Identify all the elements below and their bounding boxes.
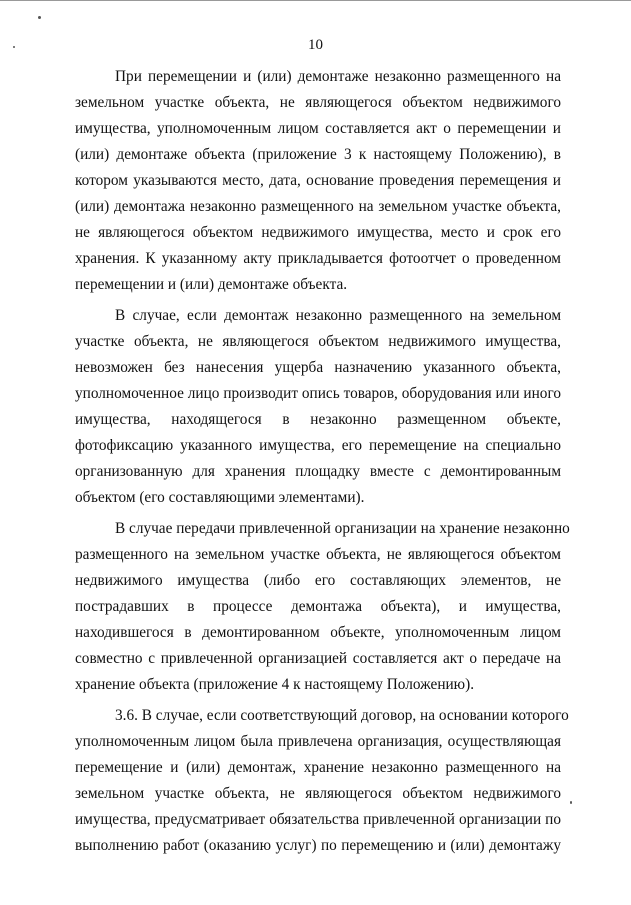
text-line: (или) демонтажа незаконно размещенного на земельном участке объекта, [75, 198, 561, 215]
document-body [75, 64, 570, 859]
scan-edge-line [0, 0, 631, 1]
text-line: При перемещении и (или) демонтаже незаконно размещенного на [115, 68, 561, 85]
paragraph [75, 516, 570, 698]
scan-dot [38, 16, 41, 19]
text-line: находившегося в демонтированном объекте, уполномоченным лицом [75, 624, 561, 641]
text-line: имущества, предусматривает обязательства привлеченной организации по [75, 811, 561, 828]
text-line: 3.6. В случае, если соответствующий договор, на основании которого [115, 707, 569, 724]
text-line: В случае, если демонтаж незаконно размещенного на земельном [115, 307, 561, 324]
text-line: В случае передачи привлеченной организации на хранение незаконно [115, 520, 570, 537]
text-line: не являющегося объектом недвижимого имущества, место и срок его [75, 224, 561, 241]
text-line: пострадавших в процессе демонтажа объекта), и имущества, [75, 598, 561, 615]
text-line: совместно с привлеченной организацией составляется акт о передаче на [75, 650, 561, 667]
text-line: объектом (его составляющими элементами). [75, 489, 365, 506]
text-line: котором указываются место, дата, основание проведения перемещения и [75, 172, 561, 189]
text-line: выполнению работ (оказанию услуг) по перемещению и (или) демонтажу [75, 837, 561, 854]
paragraph [75, 303, 561, 511]
text-line: недвижимого имущества (либо его составляющих элементов, не [75, 572, 561, 589]
page-number: 10 [308, 37, 323, 53]
text-line: хранение объекта (приложение 4 к настоящему Положению). [75, 676, 475, 693]
text-line: земельном участке объекта, не являющегося объектом недвижимого [75, 94, 561, 111]
text-line: организованную для хранения площадку вместе с демонтированным [75, 463, 561, 480]
text-line: перемещении и (или) демонтаже объекта. [75, 276, 348, 293]
text-line: перемещение и (или) демонтаж, хранение незаконно размещенного на [75, 759, 561, 776]
text-line: участке объекта, не являющегося объектом недвижимого имущества, [75, 333, 561, 350]
paragraph [75, 703, 569, 859]
text-line: фотофиксацию указанного имущества, его перемещение на специально [75, 437, 561, 454]
text-line: уполномоченное лицо производит опись товаров, оборудования или иного [75, 385, 561, 402]
text-line: имущества, находящегося в незаконно размещенном объекте, [75, 411, 561, 428]
text-line: хранения. К указанному акту прикладывается фотоотчет о проведенном [75, 250, 561, 267]
text-line: земельном участке объекта, не являющегося объектом недвижимого [75, 785, 561, 802]
text-line: невозможен без нанесения ущерба назначению указанного объекта, [75, 359, 561, 376]
scan-dot [570, 801, 572, 804]
paragraph [75, 64, 561, 298]
text-line: размещенного на земельном участке объекта, не являющегося объектом [75, 546, 561, 563]
text-line: имущества, уполномоченным лицом составляется акт о перемещении и [75, 120, 561, 137]
text-line: (или) демонтаже объекта (приложение 3 к настоящему Положению), в [75, 146, 561, 163]
text-line: уполномоченным лицом была привлечена организация, осуществляющая [75, 733, 561, 750]
